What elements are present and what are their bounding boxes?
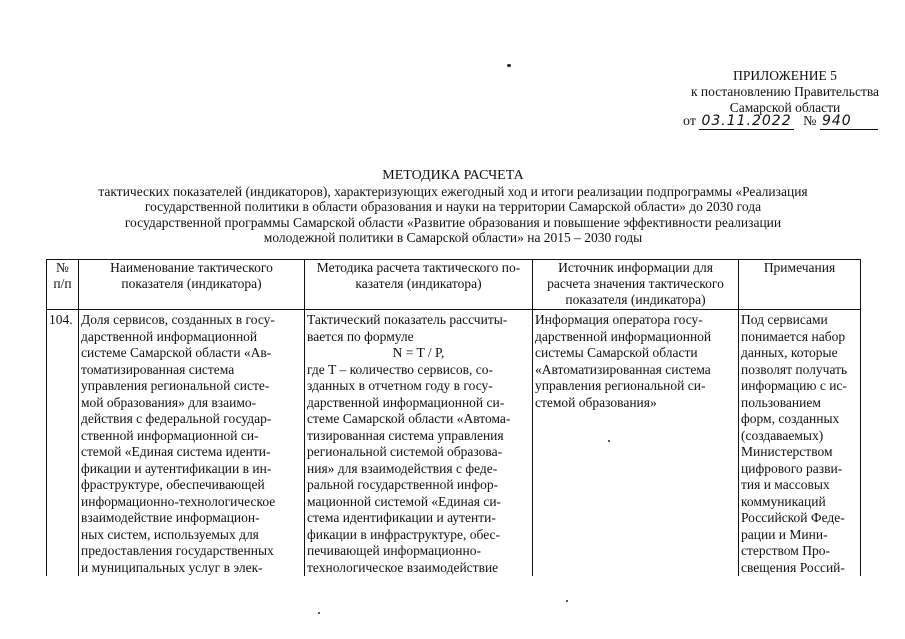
methodology-table xyxy=(46,259,861,576)
heading-title: МЕТОДИКА РАСЧЕТА xyxy=(382,168,524,183)
appendix-date-row xyxy=(683,114,878,130)
handwritten-number: 940 xyxy=(820,114,878,130)
handwritten-date: 03.11.2022 xyxy=(701,113,792,129)
row-source: Информация оператора госу- дарственной информационной системы Самарской области «Автоматизированная система управления региональной си- стемой образования» xyxy=(533,310,739,577)
appendix-title: ПРИЛОЖЕНИЕ 5 xyxy=(733,68,837,83)
appendix-block xyxy=(640,68,880,116)
row-num: 104. xyxy=(47,310,79,577)
scan-speck xyxy=(507,64,511,67)
table-row xyxy=(47,310,861,577)
date-prefix: от xyxy=(683,114,696,129)
appendix-line-1: к постановлению Правительства xyxy=(690,84,880,99)
heading-line-3: государственной программы Самарской области «Развитие образования и повышение эффективности реализации xyxy=(124,214,782,230)
header-name: Наименование тактического показателя (индикатора) xyxy=(79,260,305,310)
method-description: где T – количество сервисов, со- зданных в отчетном году в госу- дарственной информационной си- стеме Самарской области «Автома- тизированная система управления региональной системой образова- ния» для взаимодействия с феде- ральной государственной инфор- мационной системой «Единая си- стема идентификации и аутенти- фикации в инфраструктуре, обес- печивающей информационно- технологическое взаимодействие xyxy=(307,361,511,575)
number-sign: № xyxy=(803,114,817,129)
row-indicator-name: Доля сервисов, созданных в госу- дарственной информационной системе Самарской области «Ав- томатизированная система управления региональной систе- мой образования» для взаимо- действия с федеральной государ- ственной информационной си- стемой «Единая система иденти- фикации и аутентификации в ин- фраструктуре, обеспечивающей информационно-технологическое взаимодействие информацион- ных систем, используемых для предоставления государственных и муниципальных услуг в элек- xyxy=(79,310,305,577)
heading-line-2: государственной политики в области образования и науки на территории Самарской области» до 2030 года xyxy=(144,199,762,214)
header-method: Методика расчета тактического по- казателя (индикатора) xyxy=(305,260,533,310)
heading-line-4: молодежной политики в Самарской области» на 2015 – 2030 годы xyxy=(263,230,643,245)
method-formula: N = T / P, xyxy=(392,345,445,360)
header-num: № п/п xyxy=(47,260,79,310)
scan-speck xyxy=(318,612,320,614)
document-heading xyxy=(40,168,866,246)
table-header-row xyxy=(47,260,861,310)
header-notes: Примечания xyxy=(739,260,861,310)
row-notes: Под сервисами понимается набор данных, которые позволят получать информацию с ис- пользованием форм, созданных (создаваемых) Министерством цифрового разви- тия и массовых коммуникаций Российской Феде- рации и Мини- стерством Про- свещения Россий- xyxy=(739,310,861,577)
row-method xyxy=(305,310,533,577)
header-source: Источник информации для расчета значения тактического показателя (индикатора) xyxy=(533,260,739,310)
heading-line-1: тактических показателей (индикаторов), характеризующих ежегодный ход и итоги реализации подпрограммы «Реализация xyxy=(98,183,808,199)
method-intro: Тактический показатель рассчиты- вается по формуле xyxy=(307,312,508,344)
scan-speck xyxy=(566,600,568,602)
appendix-line-2: Самарской области xyxy=(729,100,841,115)
